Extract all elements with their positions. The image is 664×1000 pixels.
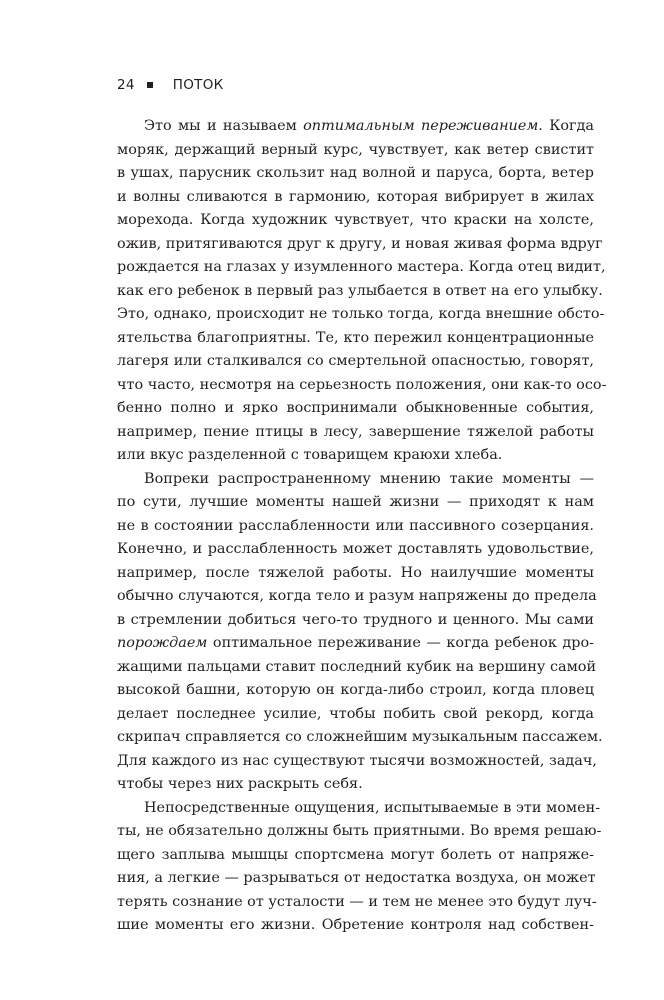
text-segment: . Когда: [538, 118, 594, 134]
page-number: 24: [117, 77, 135, 93]
text-segment: щего заплыва мышцы спортсмена могут болеть от напряже-: [117, 846, 594, 863]
text-line: [117, 186, 594, 210]
text-line: [117, 421, 594, 445]
text-segment: и волны сливаются в гармонию, которая вибрирует в жилах: [117, 188, 594, 205]
body-text: [117, 115, 607, 938]
text-segment: Вопреки распространенному мнению такие моменты —: [144, 470, 594, 487]
text-line: [117, 820, 602, 844]
text-segment: шие моменты его жизни. Обретение контроля над собствен-: [117, 917, 594, 933]
paragraph: [117, 468, 603, 797]
text-segment: Для каждого из нас существуют тысячи возможностей, задач,: [117, 752, 597, 769]
text-segment: что часто, несмотря на серьезность положения, они как-то осо-: [117, 376, 607, 393]
text-segment: терять сознание от усталости — и тем не менее это будут луч-: [117, 893, 597, 910]
emphasis-text: оптимальным переживанием: [303, 118, 539, 134]
text-line: [117, 703, 594, 727]
text-line: [117, 515, 594, 539]
text-segment: жащими пальцами ставит последний кубик на вершину самой: [117, 658, 597, 675]
text-line: [117, 303, 605, 327]
text-segment: Конечно, и расслабленность может доставлять удовольствие,: [117, 541, 594, 557]
text-segment: морехода. Когда художник чувствует, что краски на холсте,: [117, 212, 594, 228]
text-line: [117, 914, 594, 938]
text-segment: обычно случаются, когда тело и разум напряжены до предела: [117, 588, 597, 604]
text-line: [117, 844, 594, 868]
running-head: [117, 76, 224, 94]
text-segment: Это, однако, происходит не только тогда, когда внешние обсто-: [117, 306, 605, 322]
text-line: [117, 350, 594, 374]
text-segment: ты, не обязательно должны быть приятными. Во время решаю-: [117, 823, 602, 839]
text-segment: скрипач справляется со сложнейшим музыкальным пассажем.: [117, 729, 603, 745]
text-segment: не в состоянии расслабленности или пассивного созерцания.: [117, 517, 594, 534]
text-segment: ятельства благоприятны. Те, кто пережил концентрационные: [117, 329, 594, 346]
text-segment: например, пение птицы в лесу, завершение тяжелой работы: [117, 423, 594, 440]
text-line: [117, 233, 603, 257]
text-segment: рождается на глазах у изумленного мастера. Когда отец видит,: [117, 259, 606, 275]
book-title: ПОТОК: [172, 77, 224, 93]
text-line: [117, 209, 594, 233]
text-line: [117, 397, 594, 421]
text-segment: делает последнее усилие, чтобы побить свой рекорд, когда: [117, 705, 594, 722]
text-segment: чтобы через них раскрыть себя.: [117, 776, 363, 792]
text-line: [117, 468, 594, 492]
text-segment: моряк, держащий верный курс, чувствует, как ветер свистит: [117, 141, 594, 158]
text-line: [117, 562, 594, 586]
text-line: [117, 891, 597, 915]
text-segment: ожив, притягиваются друг к другу, и новая живая форма вдруг: [117, 235, 603, 252]
text-segment: как его ребенок в первый раз улыбается в ответ на его улыбку.: [117, 282, 603, 299]
text-line: [117, 280, 603, 304]
text-line: [117, 726, 603, 750]
text-segment: Непосредственные ощущения, испытываемые в эти момен-: [144, 799, 601, 816]
paragraph: [117, 797, 602, 938]
text-line: [117, 374, 607, 398]
text-line: [117, 656, 597, 680]
text-line: [117, 139, 594, 163]
text-segment: бенно полно и ярко воспринимали обыкновенные события,: [117, 400, 594, 416]
text-line: [117, 867, 594, 891]
text-segment: например, после тяжелой работы. Но наилучшие моменты: [117, 564, 594, 581]
text-line: [117, 538, 594, 562]
text-line: [117, 115, 594, 139]
text-segment: ния, а легкие — разрываться от недостатка воздуха, он может: [117, 870, 596, 886]
text-segment: высокой башни, которую он когда-либо строил, когда пловец: [117, 682, 594, 698]
text-line: [117, 609, 594, 633]
paragraph: [117, 115, 607, 468]
text-segment: или вкус разделенной с товарищем краюхи хлеба.: [117, 447, 503, 463]
text-line: [117, 585, 597, 609]
text-line: [117, 632, 594, 656]
text-line: [117, 797, 601, 821]
text-segment: оптимальное переживание — когда ребенок дро-: [207, 635, 594, 651]
text-line: [117, 750, 597, 774]
text-segment: в стремлении добиться чего-то трудного и ценного. Мы сами: [117, 611, 594, 628]
text-segment: лагеря или сталкивался со смертельной опасностью, говорят,: [117, 353, 594, 369]
text-segment: по сути, лучшие моменты нашей жизни — приходят к нам: [117, 494, 594, 510]
text-line: [117, 256, 606, 280]
text-line: [117, 491, 594, 515]
text-line: [117, 444, 594, 468]
text-line: [117, 679, 594, 703]
text-line: [117, 327, 594, 351]
square-bullet-icon: [147, 82, 153, 88]
emphasis-text: порождаем: [117, 635, 208, 651]
text-segment: в ушах, парусник скользит над волной и паруса, борта, ветер: [117, 165, 594, 181]
text-line: [117, 162, 594, 186]
text-segment: Это мы и называем: [144, 118, 304, 134]
text-line: [117, 773, 594, 797]
